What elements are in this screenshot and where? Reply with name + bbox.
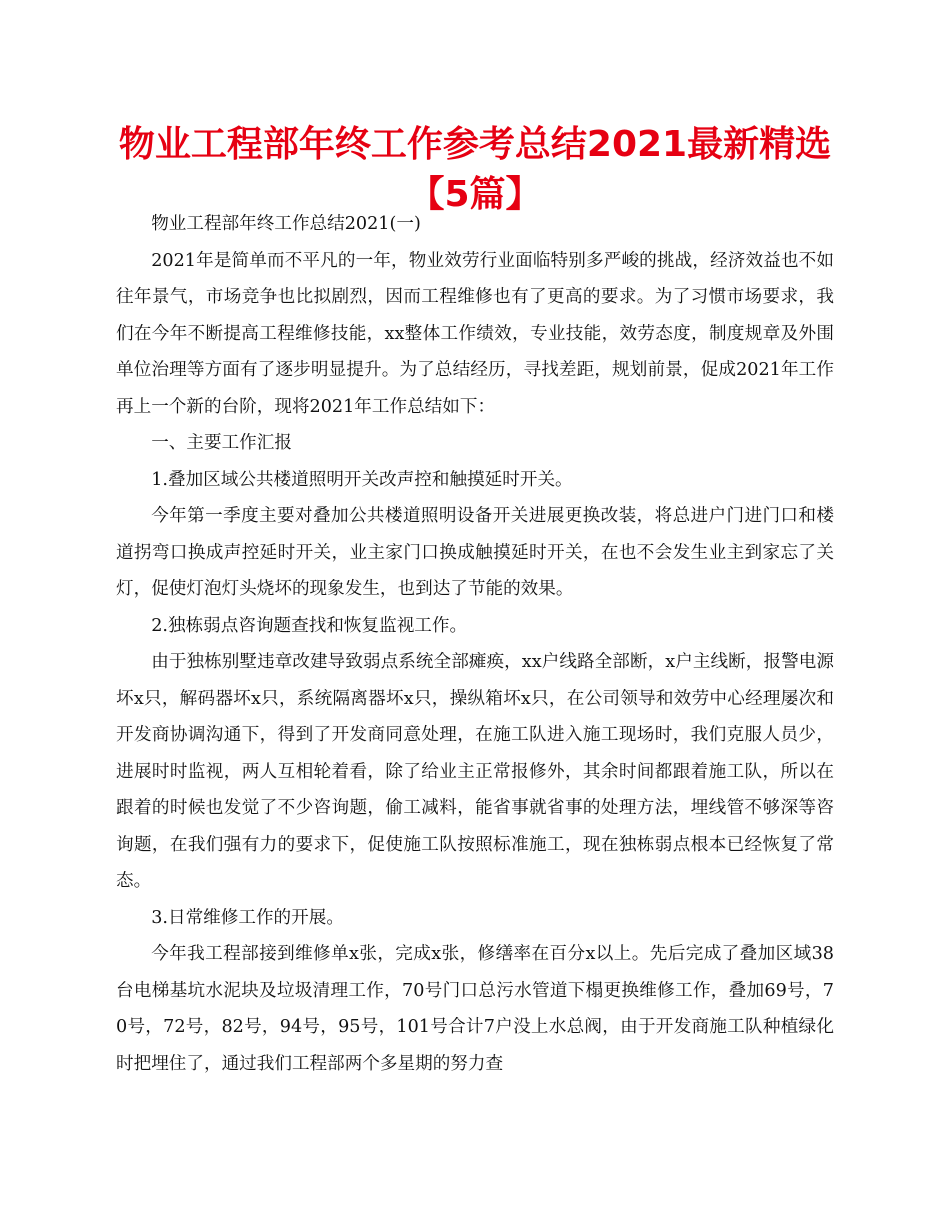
document-body bbox=[116, 206, 834, 1082]
section-heading: 物业工程部年终工作总结2021(一) bbox=[151, 214, 421, 234]
subsection-heading: 2.独栋弱点咨询题查找和恢复监视工作。 bbox=[151, 615, 468, 636]
document-title: 物业工程部年终工作参考总结2021最新精选【5篇】 bbox=[118, 124, 832, 215]
body-paragraph: 今年我工程部接到维修单x张，完成x张，修缮率在百分x以上。先后完成了叠加区域38台电梯基坑水泥块及垃圾清理工作，70号门口总污水管道下榻更换维修工作，叠加69号，70号，72号，82号，94号，95号，101号合计7户没上水总阀，由于开发商施工队种植绿化时把埋住了，通过我们工程部两个多星期的努力查 bbox=[116, 944, 834, 1074]
subsection-heading: 3.日常维修工作的开展。 bbox=[151, 907, 344, 928]
body-paragraph: 2021年是简单而不平凡的一年，物业效劳行业面临特别多严峻的挑战，经济效益也不如往年景气，市场竞争也比拟剧烈，因而工程维修也有了更高的要求。为了习惯市场要求，我们在今年不断提高工程维修技能，xx整体工作绩效，专业技能，效劳态度，制度规章及外围单位治理等方面有了逐步明显提升。为了总结经历，寻找差距，规划前景，促成2021年工作再上一个新的台阶，现将2021年工作总结如下： bbox=[116, 250, 834, 417]
subsection-heading: 1.叠加区域公共楼道照明开关改声控和触摸延时开关。 bbox=[151, 469, 573, 490]
body-paragraph: 由于独栋别墅违章改建导致弱点系统全部瘫痪，xx户线路全部断，x户主线断，报警电源坏x只，解码器坏x只，系统隔离器坏x只，操纵箱坏x只，在公司领导和效劳中心经理屡次和开发商协调沟通下，得到了开发商同意处理，在施工队进入施工现场时，我们克服人员少，进展时时监视，两人互相轮着看，除了给业主正常报修外，其余时间都跟着施工队，所以在跟着的时候也发觉了不少咨询题，偷工减料，能省事就省事的处理方法，埋线管不够深等咨询题，在我们强有力的要求下，促使施工队按照标准施工，现在独栋弱点根本已经恢复了常态。 bbox=[116, 652, 834, 891]
body-paragraph: 今年第一季度主要对叠加公共楼道照明设备开关进展更换改装，将总进户门进门口和楼道拐弯口换成声控延时开关，业主家门口换成触摸延时开关，在也不会发生业主到家忘了关灯，促使灯泡灯头烧坏的现象发生，也到达了节能的效果。 bbox=[116, 506, 834, 599]
section-heading: 一、主要工作汇报 bbox=[151, 433, 292, 453]
